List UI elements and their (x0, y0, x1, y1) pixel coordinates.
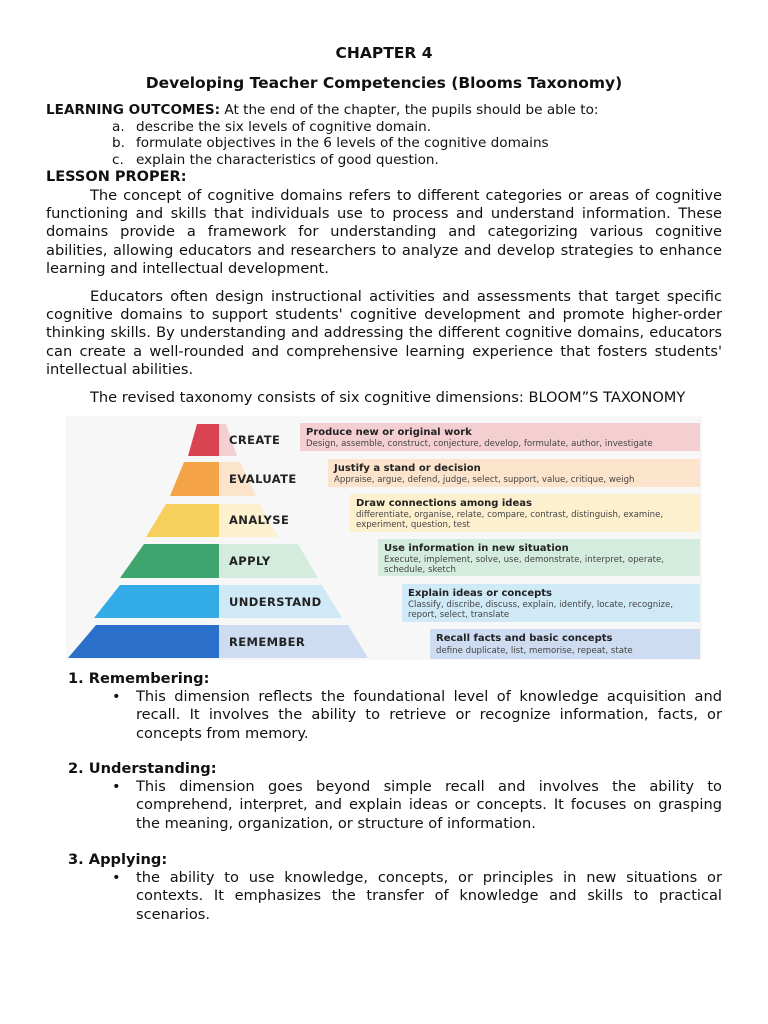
pyramid-tier-remember (68, 625, 219, 658)
section-heading: 2. Understanding: (68, 760, 217, 777)
outcomes-intro: At the end of the chapter, the pupils should be able to: (220, 102, 599, 118)
bullet-marker: • (112, 778, 121, 796)
pyramid-desc-verbs-cont: report, select, translate (408, 610, 510, 620)
pyramid-level-name: ANALYSE (229, 513, 290, 527)
pyramid-tier-create (188, 424, 219, 456)
blooms-pyramid-svg (66, 416, 702, 660)
outcomes-intro-line (46, 102, 736, 119)
section-heading: 1. Remembering: (68, 670, 210, 687)
pyramid-level-create (188, 423, 700, 456)
chapter-title: Developing Teacher Competencies (Blooms Taxonomy) (145, 74, 623, 92)
pyramid-level-remember (68, 625, 700, 659)
outcomes-label: LEARNING OUTCOMES: (46, 102, 221, 118)
outcome-item (46, 119, 736, 136)
lesson-heading: LESSON PROPER: (46, 169, 187, 185)
lesson-paragraph-3: The revised taxonomy consists of six cognitive dimensions: BLOOM”S TAXONOMY (90, 389, 686, 406)
pyramid-desc-heading: Justify a stand or decision (334, 463, 481, 474)
learning-outcomes (46, 102, 736, 168)
outcome-text: formulate objectives in the 6 levels of the cognitive domains (136, 135, 549, 151)
blooms-pyramid-figure (66, 416, 702, 660)
outcome-marker: a. (112, 118, 125, 135)
outcomes-list (46, 119, 736, 169)
pyramid-desc-verbs: Design, assemble, construct, conjecture, develop, formulate, author, investigate (306, 439, 653, 449)
pyramid-level-name: EVALUATE (229, 472, 297, 486)
pyramid-desc-verbs: differentiate, organise, relate, compare, contrast, distinguish, examine, (356, 510, 664, 520)
outcome-text: explain the characteristics of good question. (136, 151, 439, 168)
section-text: This dimension goes beyond simple recall and involves the ability to comprehend, interpret, and explain ideas or concepts. It focuses on grasping the meaning, organization, or structure of information. (136, 778, 722, 832)
section-text: This dimension reflects the foundational level of knowledge acquisition and recall. It involves the ability to retrieve or recognize information, facts, or concepts from memory. (136, 688, 722, 742)
pyramid-desc-heading: Explain ideas or concepts (408, 588, 552, 599)
outcome-marker: c. (112, 151, 124, 168)
pyramid-desc-verbs: define duplicate, list, memorise, repeat, state (436, 646, 633, 656)
pyramid-desc-verbs-cont: schedule, sketch (384, 565, 456, 575)
section-bullet-item (68, 869, 722, 924)
section-bullet-item (68, 688, 722, 743)
pyramid-desc-verbs: Appraise, argue, defend, judge, select, support, value, critique, weigh (334, 475, 635, 485)
pyramid-level-apply (120, 539, 700, 578)
outcome-marker: b. (112, 135, 125, 151)
pyramid-desc-verbs-cont: experiment, question, test (356, 520, 470, 530)
outcome-item (46, 135, 736, 152)
pyramid-level-analyse (146, 494, 700, 537)
pyramid-desc-heading: Use information in new situation (384, 543, 569, 554)
outcome-item (46, 152, 736, 169)
pyramid-level-name: REMEMBER (229, 635, 306, 649)
pyramid-level-name: APPLY (229, 554, 271, 568)
pyramid-desc-verbs: Classify, discribe, discuss, explain, identify, locate, recognize, (408, 600, 674, 610)
section-text: the ability to use knowledge, concepts, or principles in new situations or contexts. It emphasizes the transfer of knowledge and skills to practical scenarios. (136, 869, 722, 923)
section-heading: 3. Applying: (68, 851, 168, 868)
pyramid-level-evaluate (170, 459, 700, 496)
pyramid-level-understand (94, 584, 700, 622)
pyramid-desc-heading: Recall facts and basic concepts (436, 633, 613, 644)
pyramid-tier-apply (120, 544, 219, 578)
pyramid-desc-heading: Produce new or original work (306, 427, 472, 438)
bullet-marker: • (112, 869, 121, 887)
pyramid-tier-evaluate (170, 462, 219, 496)
chapter-heading: CHAPTER 4 (335, 44, 433, 62)
section-applying (68, 851, 722, 924)
lesson-paragraph-2: Educators often design instructional activities and assessments that target specific cognitive domains to support students' cognitive development and promote higher-order thinking skills. By understanding and addressing the different cognitive domains, educators can create a well-rounded and comprehensive learning experience that fosters students' intellectual abilities. (46, 288, 722, 378)
pyramid-desc-verbs: Execute, implement, solve, use, demonstrate, interpret, operate, (384, 555, 665, 565)
pyramid-level-name: CREATE (229, 433, 281, 447)
section-understanding (68, 760, 722, 833)
outcome-text: describe the six levels of cognitive domain. (136, 118, 432, 135)
lesson-paragraph-1: The concept of cognitive domains refers to different categories or areas of cognitive functioning and skills that individuals use to process and understand information. These domains provide a framework for understanding and categorizing various cognitive abilities, allowing educators and researchers to analyze and develop strategies to enhance learning and intellectual development. (46, 187, 722, 277)
section-bullet-item (68, 778, 722, 833)
pyramid-desc-heading: Draw connections among ideas (356, 498, 532, 509)
bullet-marker: • (112, 688, 121, 706)
pyramid-level-name: UNDERSTAND (229, 595, 322, 609)
pyramid-tier-analyse (146, 504, 219, 537)
pyramid-tier-understand (94, 585, 219, 618)
section-remembering (68, 670, 722, 743)
